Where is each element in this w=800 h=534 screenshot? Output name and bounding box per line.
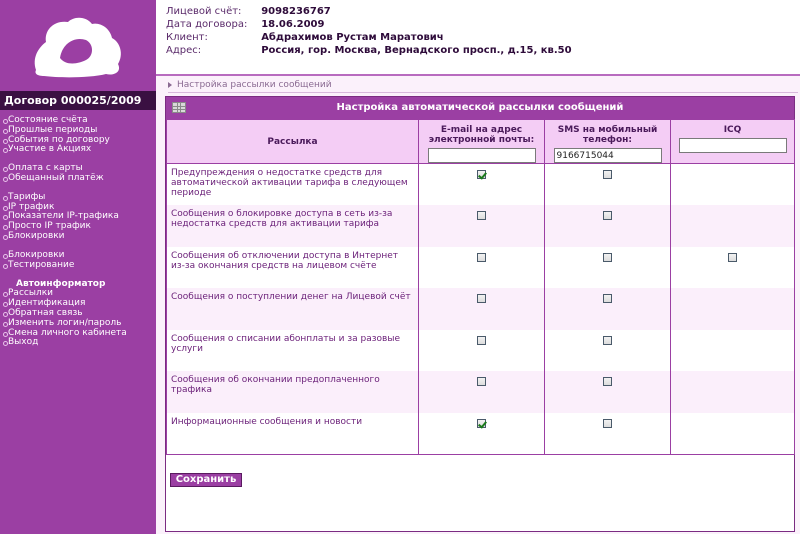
email-checkbox[interactable] xyxy=(477,170,486,179)
sidebar-item[interactable]: Блокировки xyxy=(0,251,156,261)
column-header-sms xyxy=(545,120,671,164)
email-cell xyxy=(419,413,545,455)
info-account-row xyxy=(166,5,331,19)
info-account-label: Лицевой счёт: xyxy=(166,6,242,17)
menu-group-account xyxy=(0,116,156,155)
sidebar-menu xyxy=(0,116,156,357)
info-address-row xyxy=(166,44,572,58)
mailing-type-label: Сообщения о поступлении денег на Лицевой счёт xyxy=(167,288,419,330)
info-client-row xyxy=(166,31,444,45)
sms-checkbox[interactable] xyxy=(603,253,612,262)
mailing-type-label: Сообщения о блокировке доступа в сеть из-за недостатка средств для активации тарифа xyxy=(167,205,419,247)
sms-checkbox[interactable] xyxy=(603,211,612,220)
sms-checkbox[interactable] xyxy=(603,294,612,303)
mailing-type-label: Информационные сообщения и новости xyxy=(167,413,419,455)
column-header-icq-label: ICQ xyxy=(723,125,742,135)
info-date-value: 18.06.2009 xyxy=(261,19,325,30)
sidebar xyxy=(0,0,156,534)
sidebar-item[interactable]: Показатели IP-трафика xyxy=(0,212,156,222)
breadcrumb-divider xyxy=(168,92,798,93)
info-address-label: Адрес: xyxy=(166,45,202,56)
mailing-table xyxy=(166,119,795,455)
sms-checkbox[interactable] xyxy=(603,336,612,345)
table-row xyxy=(167,413,795,455)
breadcrumb-arrow-icon xyxy=(168,82,172,88)
column-header-icq xyxy=(671,120,795,164)
sms-cell xyxy=(545,205,671,247)
contract-title: Договор 000025/2009 xyxy=(0,91,156,110)
sidebar-item[interactable]: Тестирование xyxy=(0,261,156,271)
info-client-value: Абдрахимов Рустам Маратович xyxy=(261,32,444,43)
sidebar-item[interactable]: Просто IP трафик xyxy=(0,222,156,232)
email-checkbox[interactable] xyxy=(477,294,486,303)
icq-cell xyxy=(671,413,795,455)
account-info xyxy=(156,0,800,74)
email-checkbox[interactable] xyxy=(477,419,486,428)
sms-cell xyxy=(545,371,671,413)
breadcrumb-text: Настройка рассылки сообщений xyxy=(177,80,332,90)
sidebar-item-autoinformer[interactable]: Автоинформатор xyxy=(16,279,106,290)
info-client-label: Клиент: xyxy=(166,32,208,43)
table-row xyxy=(167,247,795,289)
menu-group-blocks xyxy=(0,251,156,271)
sidebar-item[interactable]: Участие в Акциях xyxy=(0,145,156,155)
sidebar-item[interactable]: Блокировки xyxy=(0,232,156,242)
info-date-row xyxy=(166,18,324,32)
sms-cell xyxy=(545,288,671,330)
sidebar-item[interactable]: Изменить логин/пароль xyxy=(0,319,156,329)
sidebar-item[interactable]: Идентификация xyxy=(0,299,156,309)
info-address-value: Россия, гор. Москва, Вернадского просп., д.15, кв.50 xyxy=(261,45,572,56)
mailing-type-label: Предупреждения о недостатке средств для автоматической активации тарифа в следующем периоде xyxy=(167,164,419,206)
sidebar-item[interactable]: Выход xyxy=(0,338,156,348)
email-cell xyxy=(419,164,545,206)
icq-input[interactable] xyxy=(679,138,787,153)
email-checkbox[interactable] xyxy=(477,253,486,262)
sidebar-item[interactable]: Состояние счёта xyxy=(0,116,156,126)
mailing-settings-panel xyxy=(165,96,795,532)
column-header-email-label: E-mail на адрес электронной почты: xyxy=(428,125,535,145)
email-cell xyxy=(419,247,545,289)
sms-cell xyxy=(545,247,671,289)
sidebar-item[interactable]: Обратная связь xyxy=(0,309,156,319)
sms-checkbox[interactable] xyxy=(603,377,612,386)
email-cell xyxy=(419,330,545,372)
email-cell xyxy=(419,288,545,330)
save-button[interactable]: Сохранить xyxy=(170,473,242,487)
main-content xyxy=(156,76,800,534)
icq-checkbox[interactable] xyxy=(728,253,737,262)
sms-phone-input[interactable] xyxy=(554,148,662,163)
sms-checkbox[interactable] xyxy=(603,170,612,179)
menu-group-tariffs xyxy=(0,193,156,242)
sidebar-item[interactable]: Рассылки xyxy=(0,289,156,299)
info-account-value: 9098236767 xyxy=(261,6,331,17)
panel-title: Настройка автоматической рассылки сообщений xyxy=(336,102,624,113)
icq-cell xyxy=(671,247,795,289)
email-checkbox[interactable] xyxy=(477,377,486,386)
email-checkbox[interactable] xyxy=(477,211,486,220)
email-cell xyxy=(419,371,545,413)
sms-checkbox[interactable] xyxy=(603,419,612,428)
table-row xyxy=(167,164,795,206)
logo-icon xyxy=(30,14,126,78)
email-cell xyxy=(419,205,545,247)
sidebar-item[interactable]: Прошлые периоды xyxy=(0,126,156,136)
column-header-sms-label: SMS на мобильный телефон: xyxy=(557,125,658,145)
sms-cell xyxy=(545,413,671,455)
sidebar-item[interactable]: Оплата с карты xyxy=(0,164,156,174)
icq-cell xyxy=(671,164,795,206)
panel-header xyxy=(166,97,794,119)
icq-cell xyxy=(671,330,795,372)
table-row xyxy=(167,371,795,413)
table-row xyxy=(167,205,795,247)
email-checkbox[interactable] xyxy=(477,336,486,345)
mailing-type-label: Сообщения о списании абонплаты и за разовые услуги xyxy=(167,330,419,372)
icq-cell xyxy=(671,288,795,330)
menu-group-payments xyxy=(0,164,156,184)
email-input[interactable] xyxy=(428,148,536,163)
table-icon xyxy=(172,102,186,113)
mailing-type-label: Сообщения об окончании предоплаченного трафика xyxy=(167,371,419,413)
table-row xyxy=(167,288,795,330)
column-header-mailing: Рассылка xyxy=(167,120,419,164)
sms-cell xyxy=(545,164,671,206)
sidebar-item[interactable]: IP трафик xyxy=(0,203,156,213)
column-header-email xyxy=(419,120,545,164)
table-row xyxy=(167,330,795,372)
sidebar-item[interactable]: Тарифы xyxy=(0,193,156,203)
sidebar-item[interactable]: События по договору xyxy=(0,136,156,146)
logo-area xyxy=(0,0,156,91)
breadcrumb xyxy=(168,80,332,90)
menu-group-autoinformer xyxy=(0,279,156,348)
icq-cell xyxy=(671,371,795,413)
sidebar-item[interactable]: Смена личного кабинета xyxy=(0,329,156,339)
mailing-type-label: Сообщения об отключении доступа в Интернет из-за окончания средств на лицевом счёте xyxy=(167,247,419,289)
sms-cell xyxy=(545,330,671,372)
icq-cell xyxy=(671,205,795,247)
sidebar-item[interactable]: Обещанный платёж xyxy=(0,174,156,184)
info-date-label: Дата договора: xyxy=(166,19,248,30)
